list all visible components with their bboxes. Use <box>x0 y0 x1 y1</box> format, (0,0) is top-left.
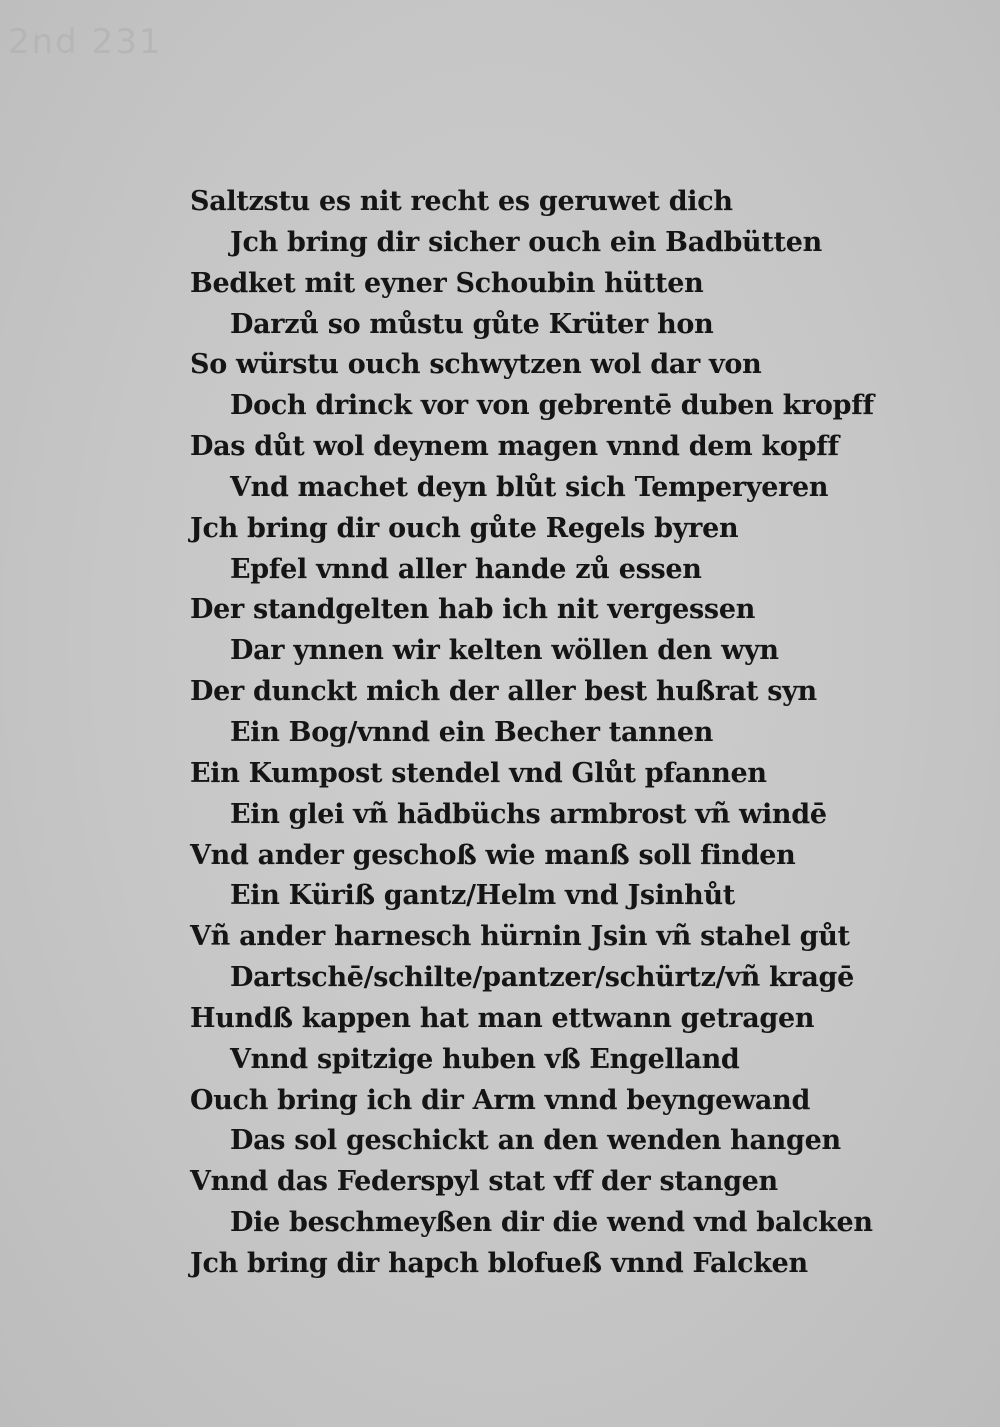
text-line: Saltzstu es nit recht es geruwet dich <box>190 186 733 217</box>
text-line: Dartschē/schilte/pantzer/schürtz/vñ kragē <box>230 962 854 994</box>
text-line: Vnnd das Federspyl stat vff der stangen <box>190 1166 778 1198</box>
text-line: So würstu ouch schwytzen wol dar von <box>190 349 762 381</box>
text-line: Das sol geschickt an den wenden hangen <box>230 1125 841 1157</box>
pencil-mark: 2nd 231 <box>8 22 163 62</box>
text-line: Jch bring dir hapch blofueß vnnd Falcken <box>190 1247 808 1279</box>
text-line: Das důt wol deynem magen vnnd dem kopff <box>190 431 839 463</box>
text-line: Bedket mit eyner Schoubin hütten <box>190 267 704 299</box>
text-line: Ein glei vñ hādbüchs armbrost vñ windē <box>230 798 827 830</box>
text-line: Die beschmeyßen dir die wend vnd balcken <box>230 1207 873 1239</box>
text-line: Jch bring dir sicher ouch ein Badbütten <box>230 226 822 258</box>
text-line: Jch bring dir ouch gůte Regels byren <box>190 512 739 544</box>
text-line: Epfel vnnd aller hande zů essen <box>230 553 702 585</box>
text-line: Vnd ander geschoß wie manß soll finden <box>190 839 796 871</box>
text-line: Vñ ander harnesch hürnin Jsin vñ stahel gůt <box>190 921 850 953</box>
text-line: Hundß kappen hat man ettwann getragen <box>190 1002 815 1034</box>
text-line: Doch drinck vor von gebrentē duben kropff <box>230 390 874 422</box>
text-line: Vnd machet deyn blůt sich Temperyeren <box>230 471 829 503</box>
poem-text <box>190 182 890 1285</box>
text-line: Dar ynnen wir kelten wöllen den wyn <box>230 635 779 667</box>
text-line: Vnnd spitzige huben vß Engelland <box>230 1043 740 1075</box>
text-line: Ein Kumpost stendel vnd Glůt pfannen <box>190 757 767 789</box>
text-line: Ein Küriß gantz/Helm vnd Jsinhůt <box>230 880 735 912</box>
text-line: Ouch bring ich dir Arm vnnd beyngewand <box>190 1084 811 1116</box>
text-line: Darzů so můstu gůte Krüter hon <box>230 308 714 340</box>
text-line: Der dunckt mich der aller best hußrat syn <box>190 676 817 708</box>
text-line: Ein Bog/vnnd ein Becher tannen <box>230 716 714 748</box>
text-line: Der standgelten hab ich nit vergessen <box>190 594 756 626</box>
